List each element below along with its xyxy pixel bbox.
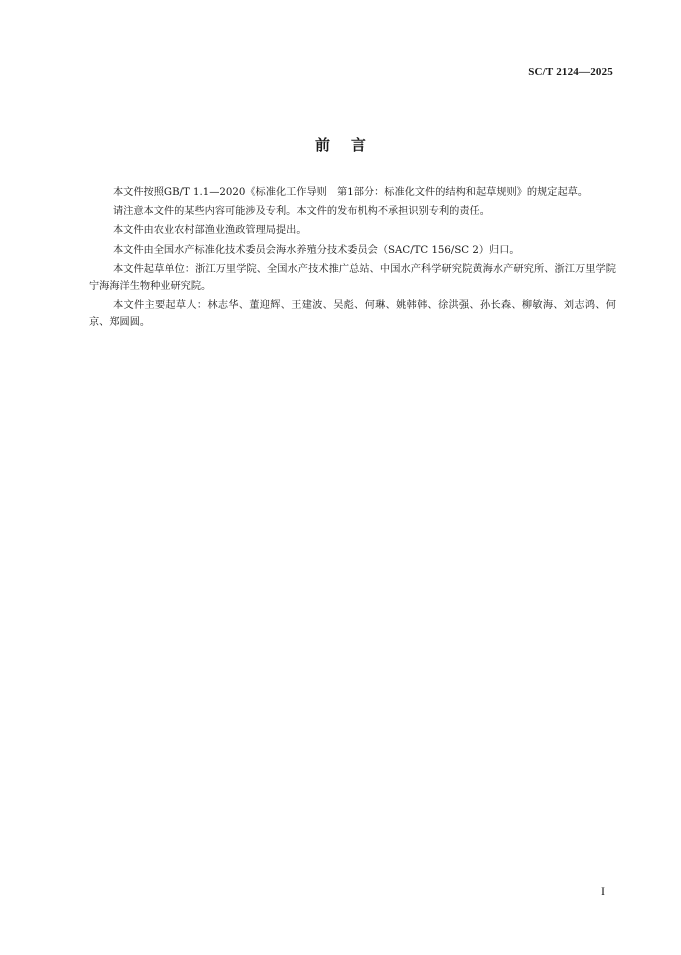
paragraph-patent-notice: 请注意本文件的某些内容可能涉及专利。本文件的发布机构不承担识别专利的责任。 bbox=[113, 206, 490, 218]
paragraph-drafters: 本文件主要起草人：林志华、董迎辉、王建波、吴彪、何琳、姚韩韩、徐洪强、孙长森、柳敏海、刘志鸿、何京、郑圆圆。 bbox=[89, 300, 616, 329]
page-number: I bbox=[601, 884, 605, 898]
page-title: 前 言 bbox=[315, 136, 366, 154]
paragraph-drafting-units: 本文件起草单位：浙江万里学院、全国水产技术推广总站、中国水产科学研究院黄海水产研究所、浙江万里学院宁海海洋生物种业研究院。 bbox=[89, 263, 616, 293]
paragraph-drafting-rules: 本文件按照GB/T 1.1—2020《标准化工作导则 第1部分：标准化文件的结构和起草规则》的规定起草。 bbox=[113, 187, 589, 198]
foreword-body bbox=[89, 184, 616, 334]
paragraph-proposer: 本文件由农业农村部渔业渔政管理局提出。 bbox=[113, 225, 307, 237]
paragraph-technical-committee: 本文件由全国水产标准化技术委员会海水养殖分技术委员会（SAC/TC 156/SC 2）归口。 bbox=[113, 244, 520, 256]
standard-code: SC/T 2124—2025 bbox=[528, 66, 613, 78]
